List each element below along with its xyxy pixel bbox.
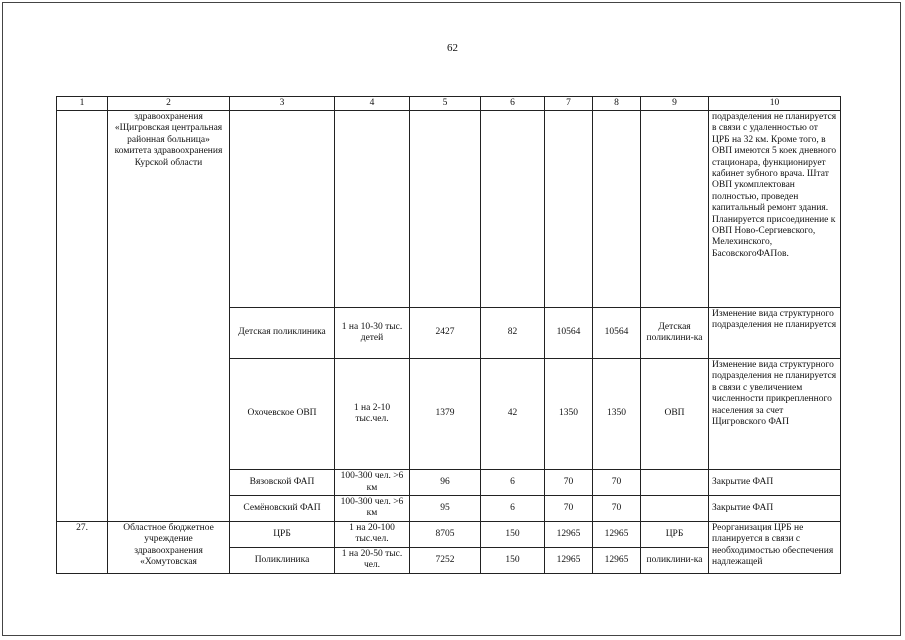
unit-cell: Семёновский ФАП — [230, 496, 335, 522]
norm-cell: 100-300 чел. >6 км — [335, 470, 410, 496]
institution-name-cell: здравоохранения «Щигровская центральная районная больница» комитета здравоохранения Курской области — [108, 111, 230, 522]
value-cell — [410, 111, 481, 308]
value-cell: 150 — [481, 521, 545, 547]
type-cell: ЦРБ — [641, 521, 709, 547]
value-cell: 70 — [593, 496, 641, 522]
value-cell: 12965 — [545, 521, 593, 547]
value-cell: 1379 — [410, 359, 481, 470]
norm-cell: 1 на 20-100 тыс.чел. — [335, 521, 410, 547]
unit-cell: Поликлиника — [230, 547, 335, 573]
type-cell: поликлини-ка — [641, 547, 709, 573]
value-cell: 8705 — [410, 521, 481, 547]
table-row — [57, 111, 841, 308]
institution-name-cell: Областное бюджетное учреждение здравоохранения «Хомутовская — [108, 521, 230, 573]
type-cell — [641, 470, 709, 496]
header-cell: 8 — [593, 97, 641, 111]
table-row — [57, 521, 841, 547]
note-cell: Закрытие ФАП — [709, 496, 841, 522]
value-cell: 150 — [481, 547, 545, 573]
value-cell: 1350 — [593, 359, 641, 470]
header-cell: 10 — [709, 97, 841, 111]
value-cell: 2427 — [410, 308, 481, 359]
type-cell: Детская поликлини-ка — [641, 308, 709, 359]
unit-cell — [230, 111, 335, 308]
header-cell: 4 — [335, 97, 410, 111]
value-cell: 12965 — [593, 547, 641, 573]
note-cell: Изменение вида структурного подразделения не планируется в связи с увеличением численности прикрепленного населения за счет Щигровского ФАП — [709, 359, 841, 470]
page-number: 62 — [447, 42, 458, 54]
norm-cell: 100-300 чел. >6 км — [335, 496, 410, 522]
value-cell: 96 — [410, 470, 481, 496]
unit-cell: Вязовской ФАП — [230, 470, 335, 496]
value-cell: 12965 — [545, 547, 593, 573]
value-cell: 10564 — [545, 308, 593, 359]
unit-cell: ЦРБ — [230, 521, 335, 547]
value-cell — [545, 111, 593, 308]
entry-number-cell: 27. — [57, 521, 108, 573]
value-cell: 6 — [481, 496, 545, 522]
note-cell: Изменение вида структурного подразделения не планируется — [709, 308, 841, 359]
norm-cell: 1 на 2-10 тыс.чел. — [335, 359, 410, 470]
norm-cell: 1 на 10-30 тыс. детей — [335, 308, 410, 359]
value-cell: 6 — [481, 470, 545, 496]
header-row — [57, 97, 841, 111]
type-cell — [641, 496, 709, 522]
note-cell: Реорганизация ЦРБ не планируется в связи с необходимостью обеспечения надлежащей — [709, 521, 841, 573]
unit-cell: Охочевское ОВП — [230, 359, 335, 470]
value-cell: 10564 — [593, 308, 641, 359]
header-cell: 6 — [481, 97, 545, 111]
header-cell: 7 — [545, 97, 593, 111]
value-cell: 70 — [545, 470, 593, 496]
value-cell: 7252 — [410, 547, 481, 573]
value-cell: 82 — [481, 308, 545, 359]
header-cell: 3 — [230, 97, 335, 111]
value-cell: 95 — [410, 496, 481, 522]
note-cell: подразделения не планируется в связи с удаленностью от ЦРБ на 32 км. Кроме того, в ОВП имеются 5 коек дневного стационара, функционирует кабинет зубного врача. Штат ОВП укомплектован полностью, проведен капитальный ремонт здания. Планируется присоединение к ОВП Ново-Сергиевского, Мелехинского, БасовскогоФАПов. — [709, 111, 841, 308]
value-cell: 70 — [593, 470, 641, 496]
value-cell: 1350 — [545, 359, 593, 470]
norm-cell: 1 на 20-50 тыс. чел. — [335, 547, 410, 573]
value-cell: 70 — [545, 496, 593, 522]
unit-cell: Детская поликлиника — [230, 308, 335, 359]
header-cell: 1 — [57, 97, 108, 111]
value-cell — [481, 111, 545, 308]
data-table — [56, 96, 841, 574]
entry-number-cell — [57, 111, 108, 522]
norm-cell — [335, 111, 410, 308]
note-cell: Закрытие ФАП — [709, 470, 841, 496]
header-cell: 2 — [108, 97, 230, 111]
header-cell: 9 — [641, 97, 709, 111]
value-cell: 42 — [481, 359, 545, 470]
type-cell: ОВП — [641, 359, 709, 470]
value-cell — [593, 111, 641, 308]
value-cell: 12965 — [593, 521, 641, 547]
header-cell: 5 — [410, 97, 481, 111]
type-cell — [641, 111, 709, 308]
